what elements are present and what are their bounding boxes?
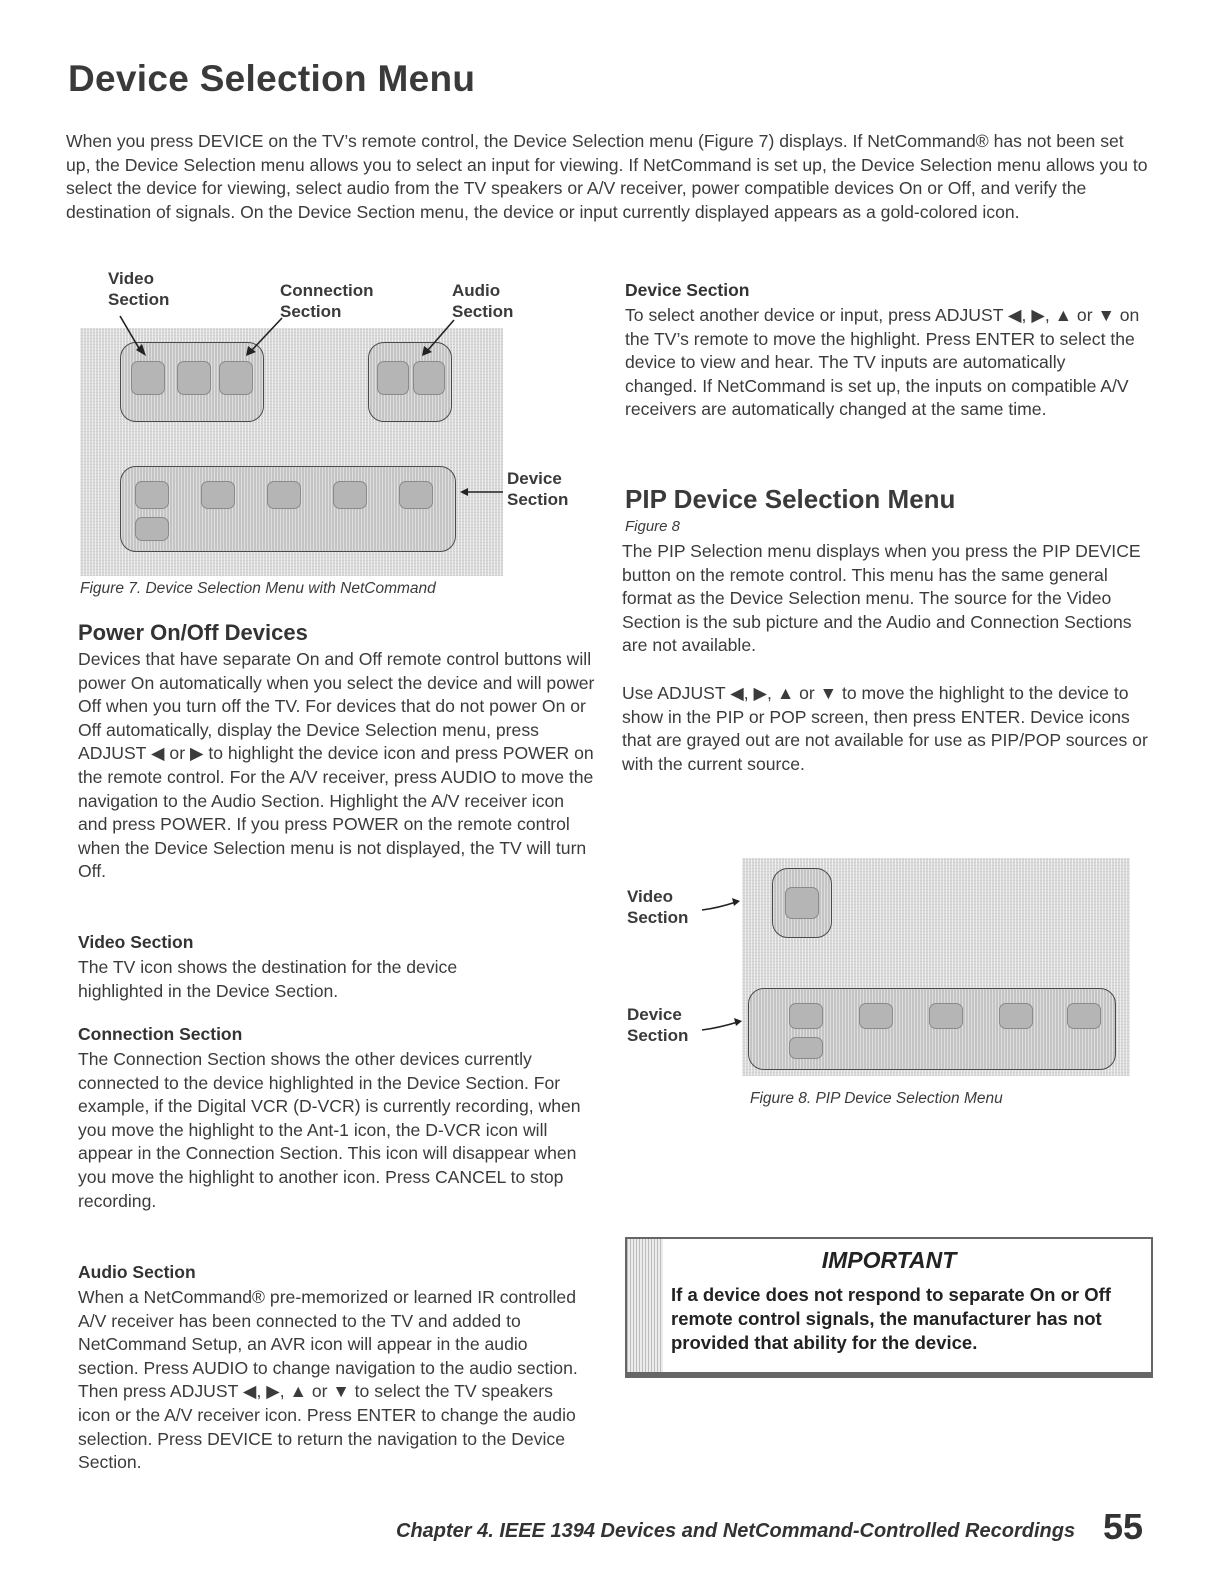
video-section-text: The TV icon shows the destination for the device highlighted in the Device Section. [78,957,458,1001]
footer-chapter-title: Chapter 4. IEEE 1394 Devices and NetCommand-Controlled Recordings [396,1520,1076,1542]
fig8-video-section-label [627,886,688,928]
audio-section-text: When a NetCommand® pre-memorized or learned IR controlled A/V receiver has been connected to the TV and added to NetCommand Setup, an AVR icon will appear in the audio section. Press AUDIO to change navigation to the audio section. Then press ADJUST ◀, ▶, ▲ or ▼ to select the TV speakers icon or the A/V receiver icon. Press ENTER to change the audio selection. Press DEVICE to return the navigation to the Device Section. [78,1287,578,1473]
arrow-head-icon [734,1018,742,1026]
device-icon [1067,1003,1101,1029]
fig8-device-section-label [627,1004,688,1046]
connection-section-heading: Connection Section [78,1024,243,1044]
arrow-to-video [120,316,140,350]
device-section-text: To select another device or input, press ADJUST ◀, ▶, ▲ or ▼ on the TV’s remote to move the highlight. Press ENTER to select the device to view and hear. The TV inputs are automatically changed. If NetCommand is set up, the inputs on compatible A/V receivers are automatically changed at the same time. [625,305,1140,420]
figure8-screen [742,858,1130,1076]
arrow-head-icon [460,488,468,496]
important-notice-box [625,1237,1153,1378]
important-title: IMPORTANT [821,1247,957,1273]
pip-menu-heading: PIP Device Selection Menu [625,484,956,514]
fig8-device-label-line1: Device [627,1005,682,1024]
fig8-video-label-line1: Video [627,887,673,906]
fig8-device-label-line2: Section [627,1026,689,1045]
fig8-video-label-line2: Section [627,908,689,927]
fig7-device-label-line2: Section [507,490,569,509]
power-onoff-heading: Power On/Off Devices [78,620,308,645]
fig7-audio-label-line2: Section [452,302,514,321]
fig7-connection-label-line2: Section [280,302,342,321]
fig8-device-group [748,988,1116,1070]
fig8-arrow-to-video [702,902,736,910]
tv-icon [785,887,819,919]
video-section-heading: Video Section [78,932,194,952]
power-onoff-text: Devices that have separate On and Off remote control buttons will power On automatically when you select the device and will power Off when you turn off the TV. For devices that do not power On or Off automatically, display the Device Selection menu, press ADJUST ◀ or ▶ to highlight the device icon and press POWER on the remote control. For the A/V receiver, press AUDIO to move the navigation to the Audio Section. Highlight the A/V receiver icon and press POWER. If you press POWER on the remote control when the Device Selection menu is not displayed, the TV will turn Off. [78,649,595,882]
page-title: Device Selection Menu [68,58,476,99]
arrow-head-icon [732,898,740,906]
pip-menu-text-1: The PIP Selection menu displays when you press the PIP DEVICE button on the remote control. This menu has the same general format as the Device Selection menu. The source for the Video Section is the sub picture and the Audio and Connection Sections are not available. [622,541,1141,656]
fig7-device-label-line1: Device [507,469,562,488]
intro-paragraph: When you press DEVICE on the TV’s remote control, the Device Selection menu (Figure 7) displays. If NetCommand® has not been set up, the Device Selection menu allows you to select an input for viewing. If NetCommand is set up, the Device Selection menu allows you to select the device for viewing, select audio from the TV speakers or A/V receiver, power compatible devices On or Off, and verify the destination of signals. On the Device Section menu, the device or input currently displayed appears as a gold-colored icon. [66,131,1148,222]
fig8-video-group [772,868,832,938]
important-text: If a device does not respond to separate On or Off remote control signals, the manufacturer has not provided that ability for the device. [671,1284,1111,1353]
audio-section-heading: Audio Section [78,1262,196,1282]
fig7-video-label-line2: Section [108,290,170,309]
arrow-to-connection [252,318,282,350]
pip-menu-text-2: Use ADJUST ◀, ▶, ▲ or ▼ to move the highlight to the device to show in the PIP or POP screen, then press ENTER. Device icons that are grayed out are not available for use as PIP/POP sources or with the current source. [622,683,1148,774]
device-icon [859,1003,893,1029]
arrow-to-audio [428,320,454,350]
device-icon [929,1003,963,1029]
fig7-connection-label-line1: Connection [280,281,374,300]
page-number: 55 [1103,1506,1144,1547]
connection-section-text: The Connection Section shows the other devices currently connected to the device highlighted in the Device Section. For example, if the Digital VCR (D-VCR) is currently recording, when you move the highlight to the Ant-1 icon, the D-VCR icon will appear in the Connection Section. This icon will disappear when you move the highlight to another icon. Press CANCEL to stop recording. [78,1049,581,1211]
device-section-heading: Device Section [625,280,750,300]
device-icon [789,1003,823,1029]
pip-figure-ref: Figure 8 [625,518,681,535]
device-icon [789,1037,823,1059]
device-icon [999,1003,1033,1029]
fig7-video-label-line1: Video [108,269,154,288]
figure8-caption: Figure 8. PIP Device Selection Menu [750,1090,1003,1107]
figure7-caption: Figure 7. Device Selection Menu with NetCommand [80,580,436,597]
fig7-audio-label-line1: Audio [452,281,501,300]
fig8-arrow-to-device [702,1022,738,1030]
